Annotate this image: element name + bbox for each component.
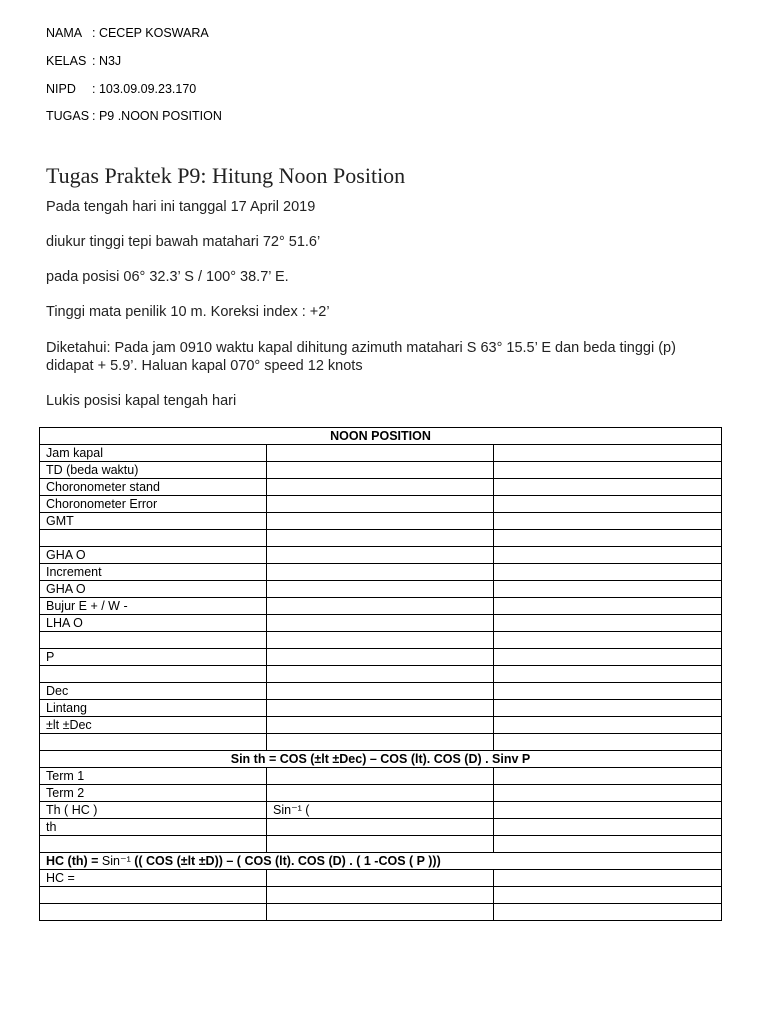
row-value — [267, 547, 494, 564]
row-result — [494, 513, 722, 530]
table-row — [40, 513, 722, 530]
paragraph-given: Diketahui: Pada jam 0910 waktu kapal dihitung azimuth matahari S 63° 15.5’ E dan beda tinggi (p) didapat + 5.9’. Haluan kapal 070° speed 12 knots — [46, 340, 676, 374]
row-label: P — [40, 649, 267, 666]
table-heading-row — [40, 428, 722, 445]
table-row — [40, 802, 722, 819]
formula-row — [40, 853, 722, 870]
row-value — [267, 836, 494, 853]
paragraph-date: Pada tengah hari ini tanggal 17 April 2019 — [46, 199, 316, 215]
row-label: GMT — [40, 513, 267, 530]
row-value: Sin⁻¹ ( — [267, 802, 494, 819]
kelas-value: : N3J — [92, 54, 122, 68]
formula-sin-th: Sin th = COS (±lt ±Dec) – COS (lt). COS (D) . Sinv P — [40, 751, 722, 768]
tugas-label: TUGAS — [46, 109, 90, 123]
nama-label: NAMA — [46, 26, 83, 40]
row-label: Jam kapal — [40, 445, 267, 462]
table-row — [40, 666, 722, 683]
paragraph-altitude: diukur tinggi tepi bawah matahari 72° 51.6’ — [46, 234, 321, 250]
row-label: Term 1 — [40, 768, 267, 785]
row-value — [267, 904, 494, 921]
row-label — [40, 666, 267, 683]
row-result — [494, 564, 722, 581]
header-nipd — [46, 81, 196, 97]
row-result — [494, 615, 722, 632]
table-row — [40, 683, 722, 700]
row-label: Bujur E + / W - — [40, 598, 267, 615]
row-label: GHA O — [40, 547, 267, 564]
table-row — [40, 615, 722, 632]
row-result — [494, 717, 722, 734]
formula-hc-part: (( COS (±lt ±D)) – ( COS (lt). COS (D) . ( 1 -COS ( P ))) — [130, 854, 441, 868]
row-result — [494, 768, 722, 785]
row-value — [267, 632, 494, 649]
formula-hc — [40, 853, 722, 870]
row-result — [494, 445, 722, 462]
row-result — [494, 666, 722, 683]
row-label: GHA O — [40, 581, 267, 598]
row-result — [494, 530, 722, 547]
row-value — [267, 887, 494, 904]
row-label — [40, 904, 267, 921]
row-result — [494, 802, 722, 819]
row-result — [494, 785, 722, 802]
row-value — [267, 785, 494, 802]
row-label — [40, 530, 267, 547]
row-value — [267, 445, 494, 462]
row-value — [267, 479, 494, 496]
formula-hc-part: Sin⁻¹ — [101, 854, 131, 868]
row-value — [267, 564, 494, 581]
table-row — [40, 870, 722, 887]
row-label: Th ( HC ) — [40, 802, 267, 819]
table-heading: NOON POSITION — [40, 428, 722, 445]
table-row — [40, 445, 722, 462]
row-value — [267, 683, 494, 700]
noon-position-table — [39, 427, 722, 921]
row-value — [267, 700, 494, 717]
row-value — [267, 462, 494, 479]
table-row — [40, 598, 722, 615]
row-label: Choronometer Error — [40, 496, 267, 513]
row-result — [494, 870, 722, 887]
row-value — [267, 768, 494, 785]
row-result — [494, 462, 722, 479]
row-result — [494, 632, 722, 649]
table-row — [40, 734, 722, 751]
nipd-label: NIPD — [46, 82, 76, 96]
row-label: Lintang — [40, 700, 267, 717]
row-result — [494, 700, 722, 717]
table-row — [40, 496, 722, 513]
table-row — [40, 547, 722, 564]
row-value — [267, 649, 494, 666]
row-value — [267, 530, 494, 547]
table-row — [40, 717, 722, 734]
row-label: LHA O — [40, 615, 267, 632]
row-label — [40, 836, 267, 853]
row-result — [494, 496, 722, 513]
table-row — [40, 530, 722, 547]
table-row — [40, 649, 722, 666]
table-row — [40, 462, 722, 479]
row-label — [40, 887, 267, 904]
table-row — [40, 581, 722, 598]
table-row — [40, 564, 722, 581]
row-value — [267, 666, 494, 683]
header-kelas — [46, 53, 121, 69]
row-label — [40, 632, 267, 649]
paragraph-instruction: Lukis posisi kapal tengah hari — [46, 393, 237, 409]
row-result — [494, 649, 722, 666]
row-value — [267, 581, 494, 598]
nipd-value: : 103.09.09.23.170 — [92, 82, 197, 96]
table-row — [40, 632, 722, 649]
row-value — [267, 819, 494, 836]
header-nama — [46, 25, 209, 41]
table-row — [40, 887, 722, 904]
formula-hc-part: HC (th) = — [46, 854, 102, 868]
row-result — [494, 887, 722, 904]
paragraph-position: pada posisi 06° 32.3’ S / 100° 38.7’ E. — [46, 269, 289, 285]
row-result — [494, 683, 722, 700]
nama-value: : CECEP KOSWARA — [92, 26, 209, 40]
row-result — [494, 598, 722, 615]
row-value — [267, 496, 494, 513]
row-value — [267, 717, 494, 734]
row-label: th — [40, 819, 267, 836]
table-row — [40, 819, 722, 836]
row-value — [267, 598, 494, 615]
row-result — [494, 836, 722, 853]
row-result — [494, 819, 722, 836]
table-row — [40, 768, 722, 785]
document-title: Tugas Praktek P9: Hitung Noon Position — [46, 163, 406, 188]
row-label: Term 2 — [40, 785, 267, 802]
row-label — [40, 734, 267, 751]
tugas-value: : P9 .NOON POSITION — [92, 109, 222, 123]
paragraph-eye-height: Tinggi mata penilik 10 m. Koreksi index : +2’ — [46, 304, 330, 320]
table-body — [40, 428, 722, 921]
table-row — [40, 700, 722, 717]
row-label: Dec — [40, 683, 267, 700]
row-result — [494, 904, 722, 921]
row-value — [267, 513, 494, 530]
formula-row — [40, 751, 722, 768]
table-row — [40, 904, 722, 921]
row-value — [267, 615, 494, 632]
row-result — [494, 547, 722, 564]
row-result — [494, 581, 722, 598]
row-label: ±lt ±Dec — [40, 717, 267, 734]
row-label: Choronometer stand — [40, 479, 267, 496]
row-result — [494, 479, 722, 496]
header-tugas — [46, 108, 222, 124]
kelas-label: KELAS — [46, 54, 87, 68]
row-label: HC = — [40, 870, 267, 887]
table-row — [40, 785, 722, 802]
row-result — [494, 734, 722, 751]
row-value — [267, 734, 494, 751]
row-value — [267, 870, 494, 887]
row-label: Increment — [40, 564, 267, 581]
table-row — [40, 836, 722, 853]
table-row — [40, 479, 722, 496]
row-label: TD (beda waktu) — [40, 462, 267, 479]
